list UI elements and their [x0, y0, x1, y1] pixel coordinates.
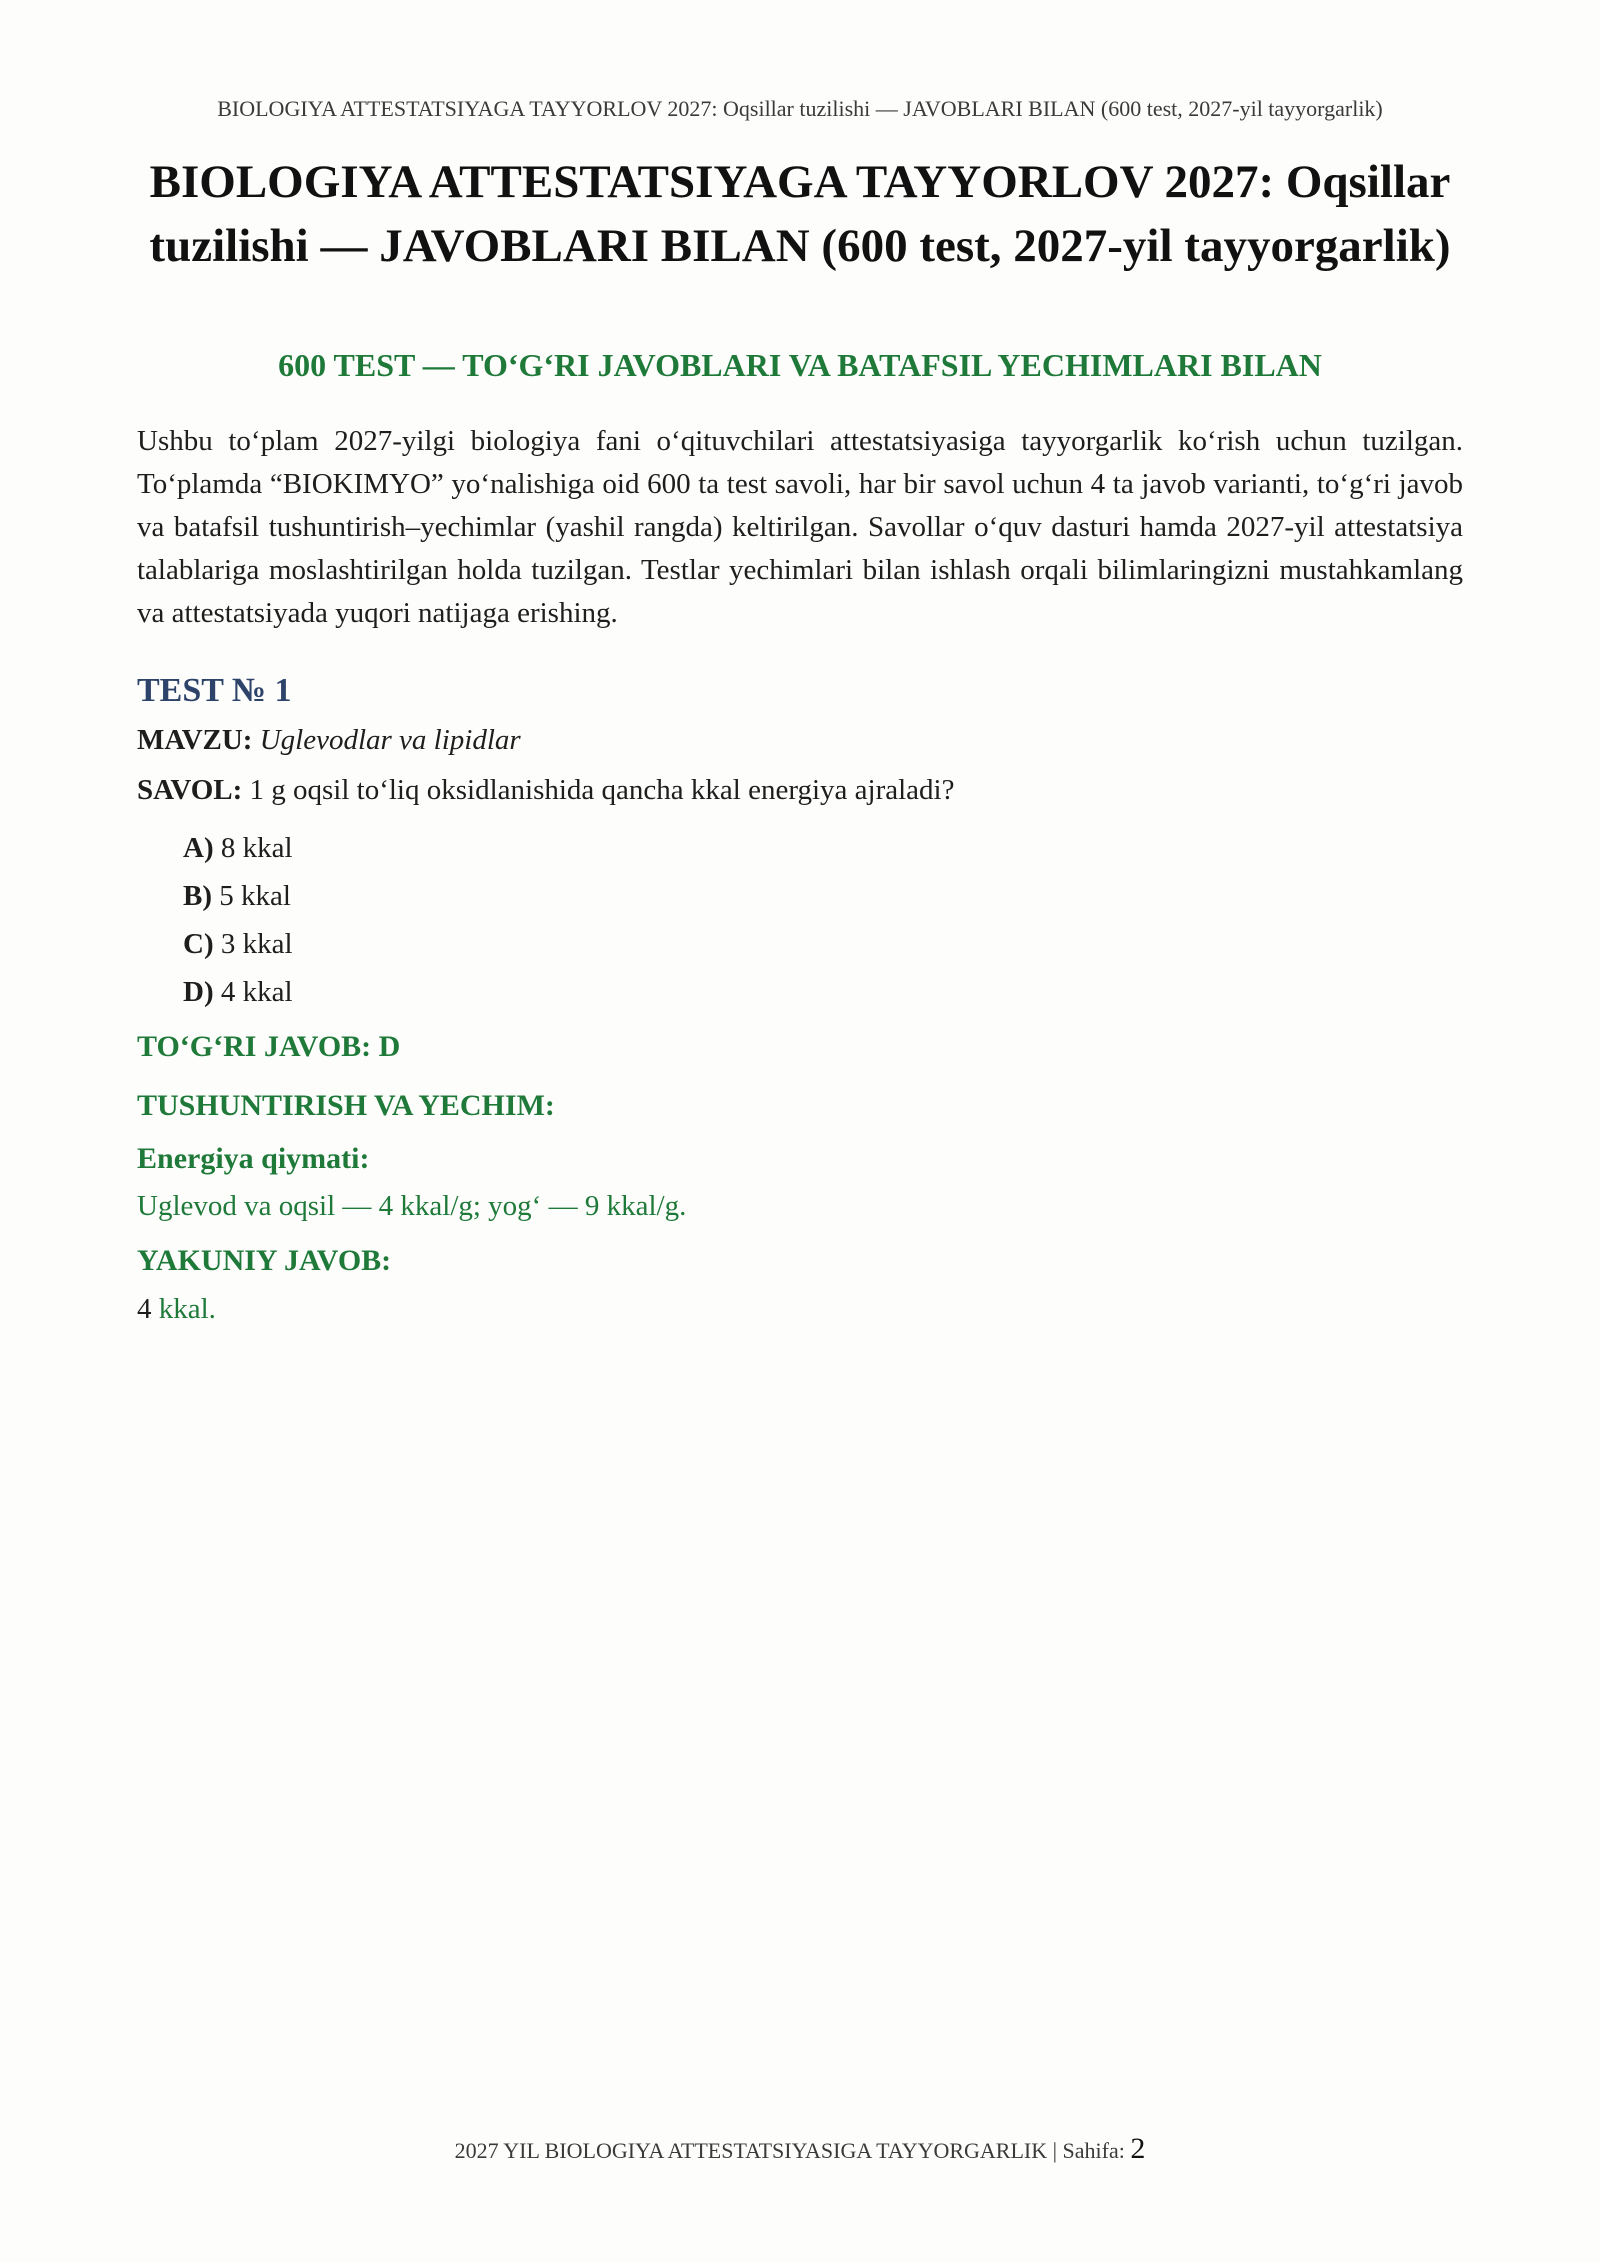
final-answer: [137, 1293, 216, 1326]
option-b: [183, 880, 291, 913]
test-heading: TEST № 1: [137, 672, 292, 709]
option-text: 3 kkal: [220, 928, 293, 960]
option-d: [183, 976, 293, 1009]
option-letter: D): [183, 976, 214, 1008]
option-letter: B): [183, 880, 212, 912]
option-c: [183, 928, 293, 961]
intro-paragraph: Ushbu to‘plam 2027-yilgi biologiya fani o‘qituvchilari attestatsiyasiga tayyorgarlik ko‘rish uchun tuzilgan. To‘plamda “BIOKIMYO” yo‘nalishiga oid 600 ta test savoli, har bir savol uchun 4 ta javob varianti, to‘g‘ri javob va batafsil tushuntirish–yechimlar (yashil rangda) keltirilgan. Savollar o‘quv dasturi hamda 2027-yil attestatsiya talablariga moslashtirilgan holda tuzilgan. Testlar yechimlari bilan ishlash orqali bilimlaringizni mustahkamlang va attestatsiyada yuqori natijaga erishing.: [137, 425, 1463, 629]
explanation-heading: TUSHUNTIRISH VA YECHIM:: [137, 1089, 555, 1122]
topic-line: [137, 724, 521, 757]
option-text: 5 kkal: [219, 880, 291, 912]
question-label: SAVOL:: [137, 774, 243, 806]
question-line: [137, 774, 954, 807]
document-subtitle: 600 TEST — TO‘G‘RI JAVOBLARI VA BATAFSIL YECHIMLARI BILAN: [278, 347, 1322, 383]
page-label: Sahifa:: [1062, 2138, 1125, 2163]
question-text: 1 g oqsil to‘liq oksidlanishida qancha kkal energiya ajraladi?: [249, 774, 955, 806]
option-letter: A): [183, 832, 214, 864]
correct-answer: TO‘G‘RI JAVOB: D: [137, 1030, 401, 1063]
option-a: [183, 832, 293, 865]
running-header: BIOLOGIYA ATTESTATSIYAGA TAYYORLOV 2027: Oqsillar tuzilishi — JAVOBLARI BILAN (600 test, 2027-yil tayyorgarlik): [217, 96, 1383, 121]
document-title: BIOLOGIYA ATTESTATSIYAGA TAYYORLOV 2027: Oqsillar tuzilishi — JAVOBLARI BILAN (600 test, 2027-yil tayyorgarlik): [149, 156, 1451, 272]
energy-heading: Energiya qiymati:: [137, 1142, 370, 1175]
option-text: 4 kkal: [220, 976, 293, 1008]
footer-separator: |: [1052, 2138, 1058, 2163]
option-text: 8 kkal: [220, 832, 293, 864]
final-answer-unit: kkal.: [158, 1293, 216, 1325]
page-number: 2: [1130, 2132, 1146, 2165]
option-letter: C): [183, 928, 214, 960]
topic-label: MAVZU:: [137, 724, 253, 756]
footer-text: 2027 YIL BIOLOGIYA ATTESTATSIYASIGA TAYYORGARLIK: [454, 2138, 1048, 2163]
topic-value: Uglevodlar va lipidlar: [259, 724, 521, 756]
final-answer-number: 4: [137, 1293, 152, 1325]
energy-text: Uglevod va oqsil — 4 kkal/g; yog‘ — 9 kkal/g.: [137, 1190, 687, 1222]
page-footer: [0, 2132, 1600, 2166]
final-answer-heading: YAKUNIY JAVOB:: [137, 1244, 392, 1277]
